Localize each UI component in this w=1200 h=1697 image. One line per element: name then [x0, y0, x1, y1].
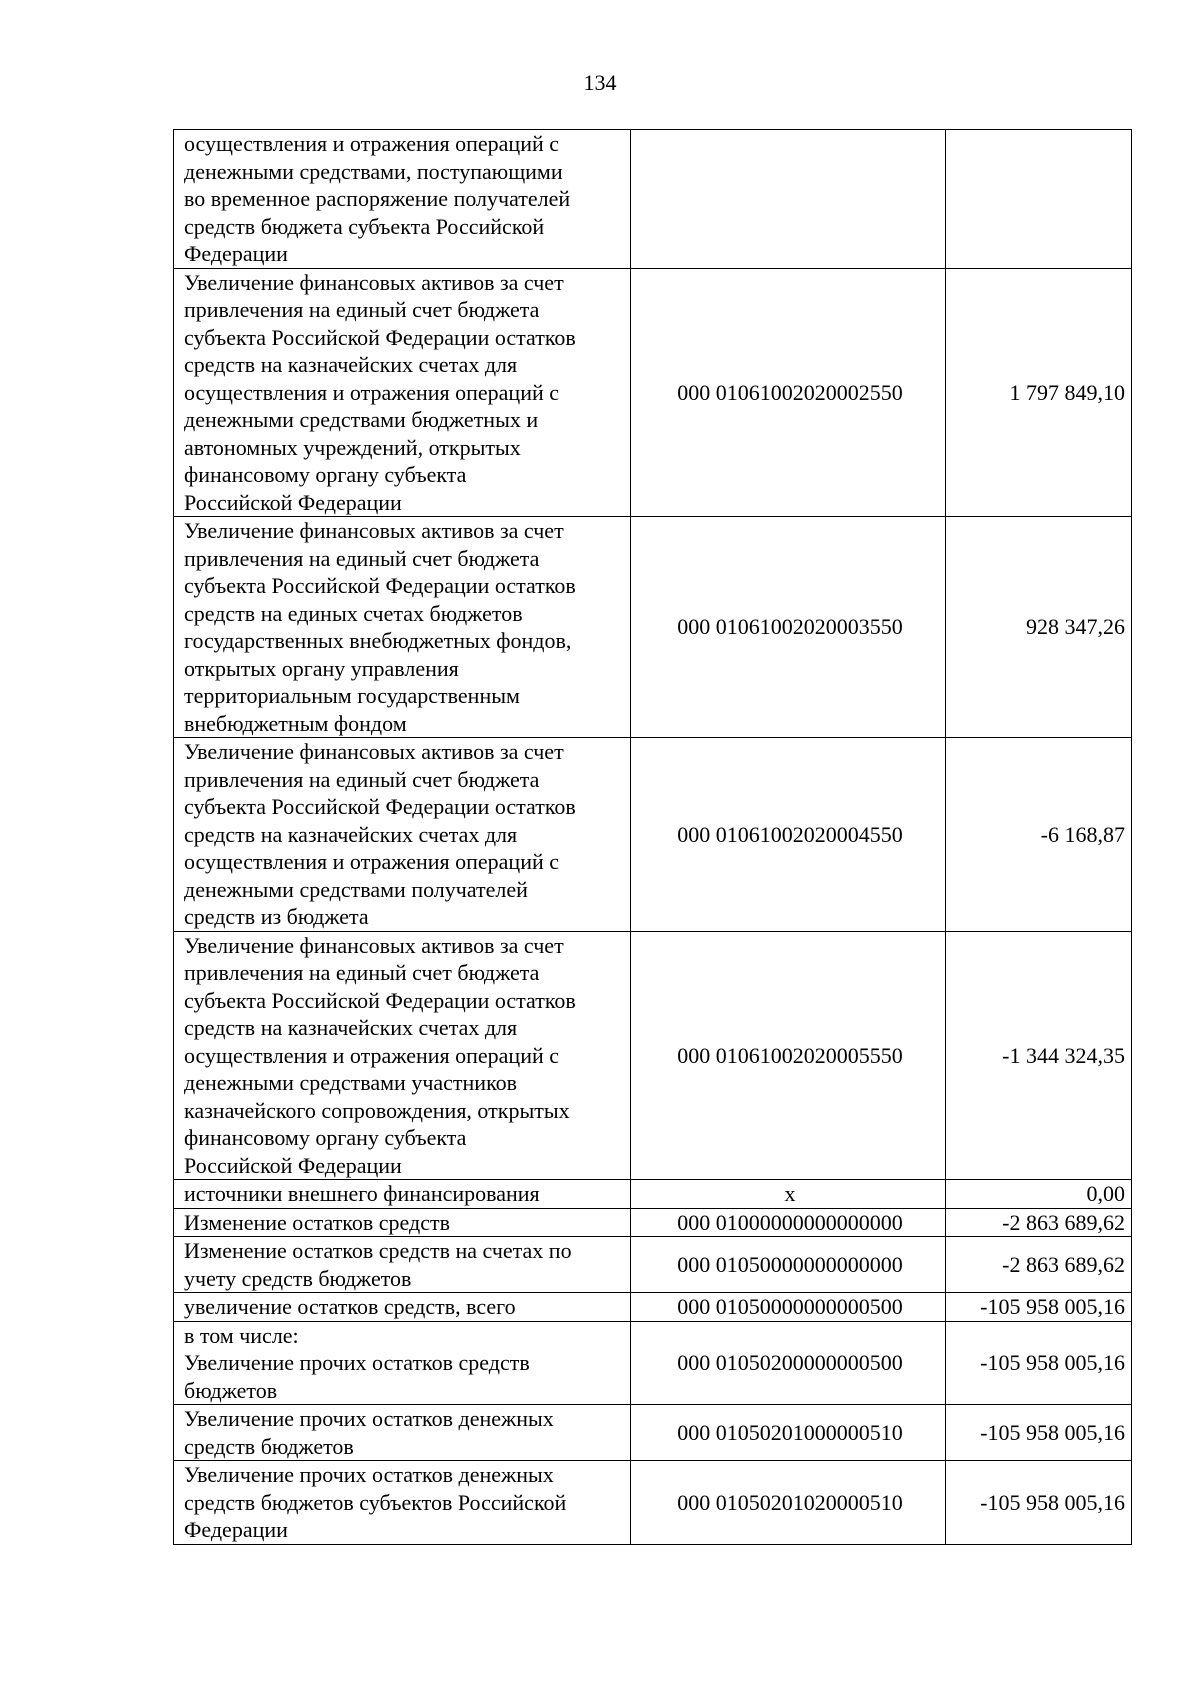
row-description	[174, 130, 631, 269]
row-description	[174, 1321, 631, 1405]
row-code: 000 01050000000000500	[631, 1293, 946, 1322]
row-amount: -105 958 005,16	[946, 1461, 1132, 1545]
row-description	[174, 517, 631, 738]
description-line: средств из бюджета	[184, 904, 369, 929]
description-line: Увеличение прочих остатков денежных	[184, 1462, 554, 1487]
description-line: средств на единых счетах бюджетов	[184, 600, 523, 626]
row-code: 000 01061002020005550	[631, 931, 946, 1180]
description-line: Увеличение финансовых активов за счет	[184, 739, 564, 764]
description-line: субъекта Российской Федерации остатков	[184, 987, 576, 1013]
row-code: 000 01050201020000510	[631, 1461, 946, 1545]
row-code: 000 01061002020002550	[631, 268, 946, 517]
description-line: государственных внебюджетных фондов,	[184, 628, 572, 653]
row-amount: -2 863 689,62	[946, 1237, 1132, 1293]
description-line: Увеличение финансовых активов за счет	[184, 269, 564, 295]
description-line: средств на казначейских счетах для	[184, 821, 518, 847]
description-line: средств на казначейских счетах для	[184, 352, 518, 377]
row-code: 000 01000000000000000	[631, 1208, 946, 1237]
row-description	[174, 1208, 631, 1237]
table-row	[174, 1321, 1132, 1405]
row-amount: 0,00	[946, 1180, 1132, 1209]
description-line: Увеличение финансовых активов за счет	[184, 932, 564, 958]
description-line: Увеличение прочих остатков денежных	[184, 1406, 554, 1431]
description-line: денежными средствами бюджетных и	[184, 407, 539, 432]
description-line: привлечения на единый счет бюджета	[184, 766, 540, 792]
table-row	[174, 1405, 1132, 1461]
row-code: 000 01061002020004550	[631, 738, 946, 932]
description-line: привлечения на единый счет бюджета	[184, 545, 540, 571]
description-line: Федерации	[184, 1517, 288, 1542]
description-line: финансовому органу субъекта	[184, 462, 467, 487]
description-line: средств бюджета субъекта Российской	[184, 213, 545, 239]
table-row	[174, 1237, 1132, 1293]
description-line: автономных учреждений, открытых	[184, 434, 521, 460]
table-row	[174, 1208, 1132, 1237]
description-line: увеличение остатков средств, всего	[184, 1294, 516, 1319]
description-line: открытых органу управления	[184, 655, 459, 681]
table-row	[174, 931, 1132, 1180]
row-code: 000 01061002020003550	[631, 517, 946, 738]
row-code: 000 01050200000000500	[631, 1321, 946, 1405]
table-row	[174, 1180, 1132, 1209]
row-amount: -2 863 689,62	[946, 1208, 1132, 1237]
description-line: субъекта Российской Федерации остатков	[184, 573, 576, 598]
description-line: денежными средствами получателей	[184, 876, 528, 902]
row-amount: -105 958 005,16	[946, 1293, 1132, 1322]
description-line: осуществления и отражения операций с	[184, 379, 560, 405]
table-row	[174, 268, 1132, 517]
description-line: привлечения на единый счет бюджета	[184, 297, 540, 322]
description-line: осуществления и отражения операций с	[184, 1042, 560, 1068]
description-line: Изменение остатков средств на счетах по	[184, 1238, 572, 1263]
row-description	[174, 268, 631, 517]
row-amount: -1 344 324,35	[946, 931, 1132, 1180]
description-line: денежными средствами, поступающими	[184, 158, 563, 184]
row-code: x	[631, 1180, 946, 1209]
row-amount: -6 168,87	[946, 738, 1132, 932]
description-line: привлечения на единый счет бюджета	[184, 960, 540, 985]
table-row	[174, 517, 1132, 738]
page-number: 134	[583, 70, 617, 95]
row-code	[631, 130, 946, 269]
description-line: осуществления и отражения операций с	[184, 131, 560, 156]
description-line: Федерации	[184, 241, 288, 266]
table-row	[174, 738, 1132, 932]
description-line: Увеличение прочих остатков средств	[184, 1350, 530, 1375]
description-line: Российской Федерации	[184, 489, 402, 515]
description-line: субъекта Российской Федерации остатков	[184, 794, 576, 819]
row-description	[174, 931, 631, 1180]
description-line: средств бюджетов субъектов Российской	[184, 1489, 567, 1515]
description-line: территориальным государственным	[184, 683, 520, 708]
table-row	[174, 1293, 1132, 1322]
description-line: Увеличение финансовых активов за счет	[184, 518, 564, 543]
description-line: источники внешнего финансирования	[184, 1181, 540, 1206]
description-line: средств на казначейских счетах для	[184, 1015, 518, 1040]
description-line: субъекта Российской Федерации остатков	[184, 324, 576, 350]
description-line: денежными средствами участников	[184, 1070, 518, 1095]
description-line: внебюджетным фондом	[184, 710, 407, 736]
row-amount: -105 958 005,16	[946, 1321, 1132, 1405]
row-description	[174, 738, 631, 932]
row-amount	[946, 130, 1132, 269]
description-line: казначейского сопровождения, открытых	[184, 1097, 570, 1123]
row-amount: 1 797 849,10	[946, 268, 1132, 517]
description-line: во временное распоряжение получателей	[184, 186, 571, 211]
row-amount: 928 347,26	[946, 517, 1132, 738]
description-line: в том числе:	[184, 1322, 299, 1348]
description-line: финансовому органу субъекта	[184, 1125, 467, 1150]
row-description	[174, 1293, 631, 1322]
table-row	[174, 1461, 1132, 1545]
row-code: 000 01050000000000000	[631, 1237, 946, 1293]
row-amount: -105 958 005,16	[946, 1405, 1132, 1461]
table-body	[174, 130, 1132, 1545]
row-description	[174, 1461, 631, 1545]
row-description	[174, 1180, 631, 1209]
table-row	[174, 130, 1132, 269]
description-line: средств бюджетов	[184, 1433, 354, 1459]
description-line: Изменение остатков средств	[184, 1209, 450, 1235]
row-description	[174, 1405, 631, 1461]
row-description	[174, 1237, 631, 1293]
description-line: учету средств бюджетов	[184, 1265, 412, 1291]
description-line: Российской Федерации	[184, 1152, 402, 1178]
description-line: бюджетов	[184, 1377, 278, 1403]
row-code: 000 01050201000000510	[631, 1405, 946, 1461]
budget-sources-table	[173, 129, 1132, 1545]
description-line: осуществления и отражения операций с	[184, 849, 560, 874]
